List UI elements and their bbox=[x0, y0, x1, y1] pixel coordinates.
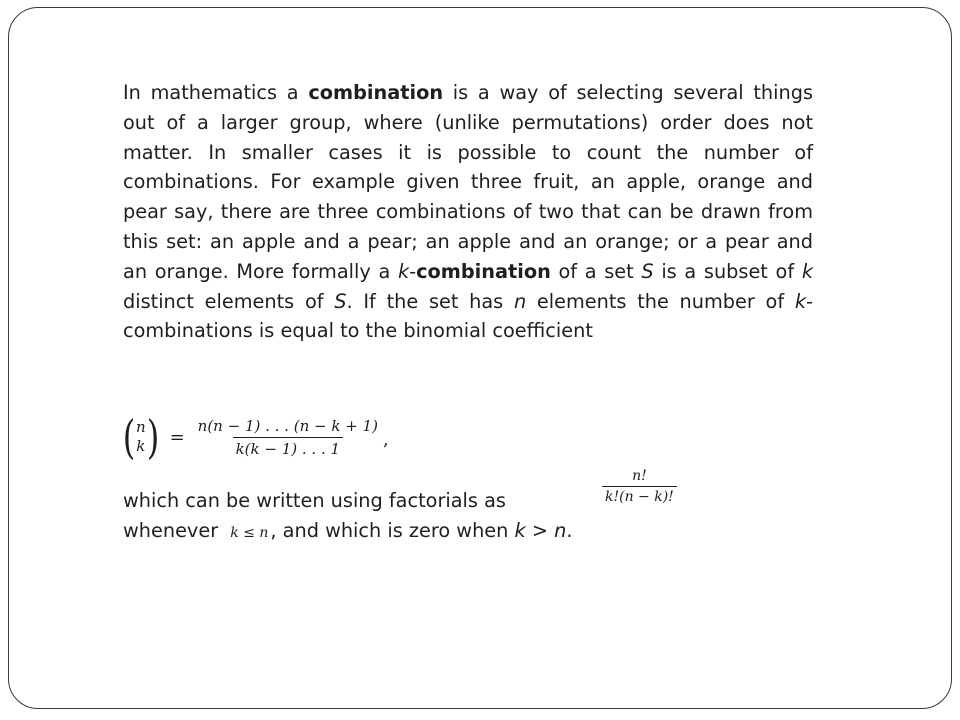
text-run: . bbox=[566, 519, 573, 542]
var-k: k bbox=[794, 289, 807, 313]
formula-comma: , bbox=[382, 429, 389, 450]
text-run: distinct elements of bbox=[123, 289, 335, 313]
text-run: of a set bbox=[550, 259, 642, 283]
definition-paragraph bbox=[123, 78, 813, 346]
binom-stack bbox=[136, 418, 146, 456]
text-run: > bbox=[525, 519, 555, 542]
binomial-coefficient bbox=[120, 410, 162, 464]
text-run: elements the number of bbox=[526, 289, 795, 313]
text-run: is a subset of bbox=[653, 259, 802, 283]
var-S: S bbox=[334, 289, 347, 313]
var-k: k bbox=[397, 259, 410, 283]
text-run: whenever bbox=[123, 519, 225, 542]
inequality-k-le-n: k ≤ n bbox=[230, 525, 269, 541]
text-run: - bbox=[409, 259, 417, 283]
term-k-combination: combination bbox=[416, 259, 551, 283]
term-combination: combination bbox=[308, 81, 444, 104]
var-n: n bbox=[554, 519, 567, 542]
equals-sign: = bbox=[169, 426, 185, 448]
text-run: In mathematics a bbox=[123, 81, 309, 104]
var-k: k bbox=[801, 259, 813, 283]
binom-top: n bbox=[135, 418, 146, 436]
text-run: is a way of selecting several things out of a larger group, where (unlike permutations) order does not matter. In smaller cases it is possible to count the number of combinations. For example given three fruit, an apple, orange and pear say, there are three combinations of two that can be drawn from this set: an apple and a pear; an apple and an orange; or a pear and an orange. More formally a bbox=[123, 81, 813, 283]
factorial-fraction bbox=[602, 468, 677, 505]
left-paren: ( bbox=[122, 410, 136, 464]
formula-fraction bbox=[195, 417, 381, 458]
fraction-numerator: n(n − 1) . . . (n − k + 1) bbox=[197, 416, 378, 435]
factorial-numerator: n! bbox=[632, 468, 647, 484]
fraction-denominator: k(k − 1) . . . 1 bbox=[233, 437, 343, 458]
factorial-line: which can be written using factorials as bbox=[123, 489, 506, 512]
factorial-denominator: k!(n − k)! bbox=[602, 486, 677, 505]
var-n: n bbox=[513, 289, 527, 313]
text-run: . If the set has bbox=[346, 289, 514, 313]
whenever-line bbox=[123, 516, 572, 549]
text-run: , and which is zero when bbox=[270, 519, 515, 542]
text-run: -combinations is equal to the binomial coefficient bbox=[123, 289, 813, 343]
right-paren: ) bbox=[146, 410, 159, 464]
binomial-formula bbox=[120, 412, 389, 462]
binom-bottom: k bbox=[136, 437, 146, 455]
var-S: S bbox=[641, 259, 654, 283]
var-k: k bbox=[514, 519, 526, 542]
